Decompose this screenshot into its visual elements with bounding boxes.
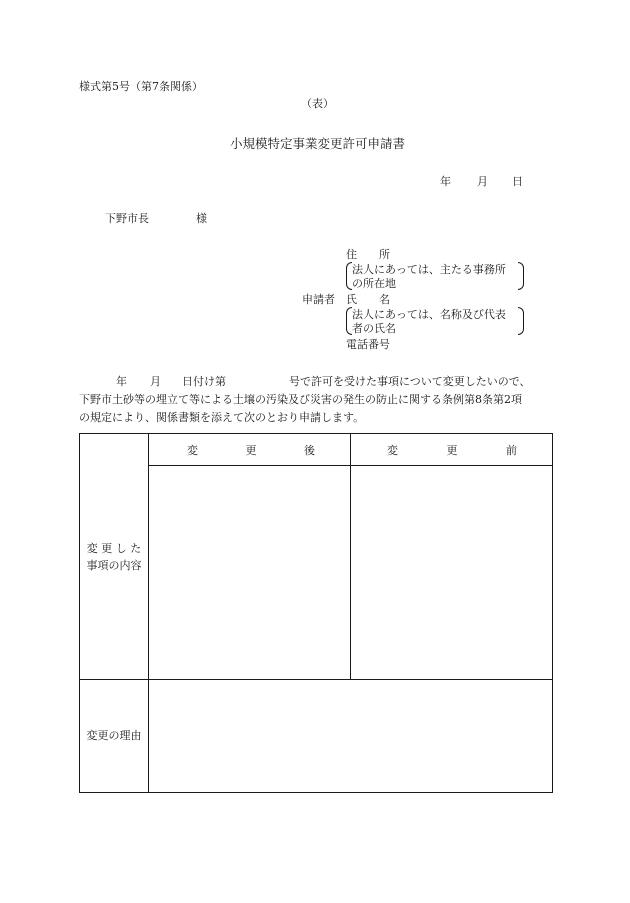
before-content-cell[interactable] [351, 466, 552, 679]
after-header [187, 442, 315, 458]
phone-label: 電話番号 [346, 338, 390, 351]
change-table [79, 433, 553, 793]
name-note-line1: 法人にあっては、名称及び代表 [352, 308, 506, 321]
changed-items-label [80, 540, 148, 574]
name-label: 氏 名 [346, 293, 390, 306]
after-header-char: 後 [304, 444, 315, 457]
side-label: （表） [301, 97, 334, 110]
address-note-line2: の所在地 [352, 277, 396, 290]
change-reason-label: 変更の理由 [86, 729, 142, 742]
address-label: 住 所 [346, 248, 390, 261]
body-line3: の規定により、関係書類を添えて次のとおり申請します。 [79, 411, 365, 424]
addressee-honorific: 様 [196, 212, 207, 225]
before-header [387, 442, 517, 458]
reason-content-cell[interactable] [149, 680, 552, 792]
before-header-char: 前 [506, 444, 517, 457]
after-header-char: 変 [187, 444, 198, 457]
body-day-label: 日付け第 [182, 375, 226, 388]
date-month-label: 月 [477, 175, 488, 188]
before-header-char: 変 [387, 444, 398, 457]
body-month-label: 月 [150, 375, 161, 388]
form-number: 様式第5号（第7条関係） [79, 80, 203, 93]
date-day-label: 日 [512, 175, 523, 188]
body-line1-rest: 号で許可を受けた事項について変更したいので、 [289, 375, 531, 388]
changed-items-label-line2: 事項の内容 [86, 559, 142, 572]
address-note-bracket-right [518, 262, 524, 290]
name-note-bracket-right [518, 307, 524, 335]
addressee-name: 下野市長 [105, 212, 149, 225]
page-title: 小規模特定事業変更許可申請書 [230, 136, 406, 151]
after-header-char: 更 [245, 444, 257, 457]
changed-items-label-line1: 変 更 し た [86, 542, 142, 555]
body-line2: 下野市土砂等の埋立て等による土壌の汚染及び災害の発生の防止に関する条例第8条第2項 [79, 393, 522, 406]
before-header-char: 更 [446, 444, 458, 457]
address-note-line1: 法人にあっては、主たる事務所 [352, 263, 506, 276]
name-note-line2: 者の氏名 [352, 322, 396, 335]
date-year-label: 年 [440, 175, 451, 188]
after-content-cell[interactable] [149, 466, 350, 679]
applicant-label: 申請者 [302, 293, 335, 306]
body-year-label: 年 [116, 375, 127, 388]
